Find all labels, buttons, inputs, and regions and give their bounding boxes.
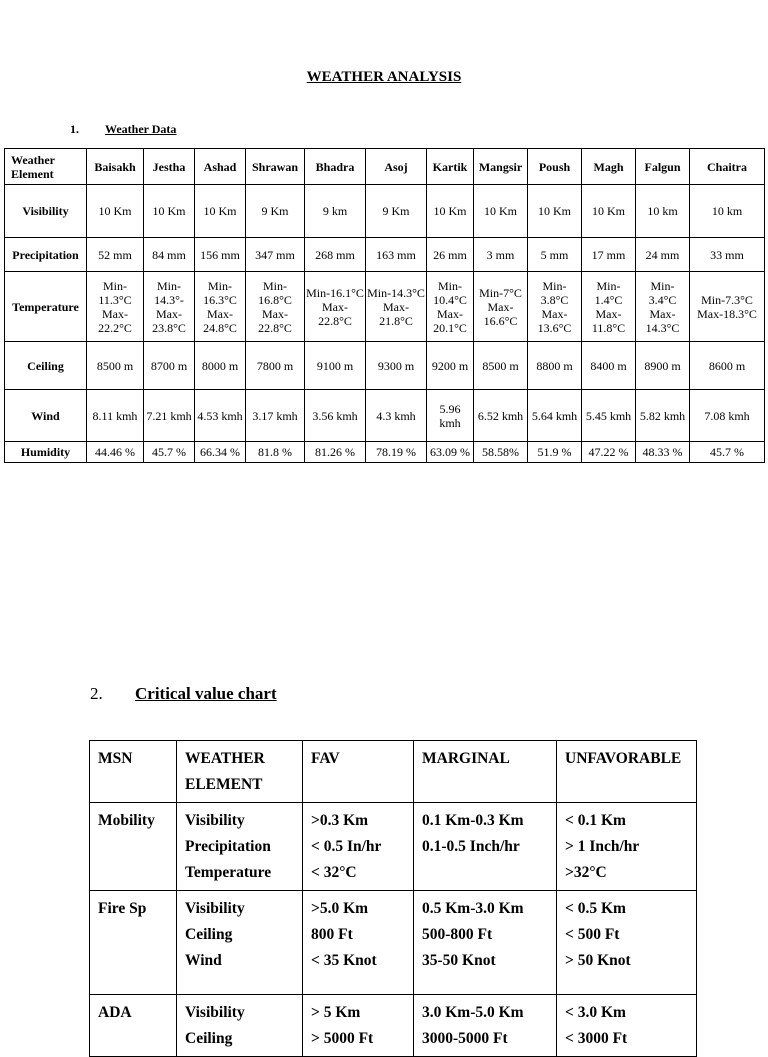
cell-line: > 50 Knot	[565, 952, 631, 969]
table-cell: 5 mm	[528, 238, 582, 272]
critical-header-row	[90, 741, 697, 803]
table-cell: 7800 m	[246, 342, 305, 390]
table-row	[90, 995, 697, 1057]
weather-data-table	[4, 148, 765, 463]
table-cell: Min-11.3°C Max-22.2°C	[87, 272, 144, 342]
cell-line: > 1 Inch/hr	[565, 838, 640, 855]
table-cell: 8000 m	[195, 342, 246, 390]
table-cell: 10 km	[636, 185, 690, 238]
table-row	[5, 185, 765, 238]
cell-line: 0.5 Km-3.0 Km	[422, 900, 524, 917]
table-cell: 4.3 kmh	[366, 390, 427, 442]
table-cell: 48.33 %	[636, 442, 690, 463]
table-row	[5, 238, 765, 272]
cell-line: < 3.0 Km	[565, 1004, 626, 1021]
msn-cell: ADA	[90, 995, 177, 1057]
cell-line: 0.1 Km-0.3 Km	[422, 812, 524, 829]
table-cell: 24 mm	[636, 238, 690, 272]
table-cell: 10 Km	[582, 185, 636, 238]
table-cell: 51.9 %	[528, 442, 582, 463]
table-row	[5, 390, 765, 442]
table-cell: Min-7.3°C Max-18.3°C	[690, 272, 765, 342]
table-cell: 347 mm	[246, 238, 305, 272]
cell-line: Wind	[185, 952, 222, 969]
table-cell: 9 km	[305, 185, 366, 238]
cell-line: < 0.5 Km	[565, 900, 626, 917]
section-heading-critical-value-chart	[90, 684, 277, 704]
table-cell: 66.34 %	[195, 442, 246, 463]
header-month: Bhadra	[305, 149, 366, 185]
section-label: Weather Data	[105, 122, 177, 136]
msn-cell: Mobility	[90, 803, 177, 891]
cell-line: > 5000 Ft	[311, 1030, 374, 1047]
cell-line: < 0.5 In/hr	[311, 838, 382, 855]
cell-line: < 35 Knot	[311, 952, 377, 969]
cell-line: 800 Ft	[311, 926, 353, 943]
table-cell: Min-16.3°C Max-24.8°C	[195, 272, 246, 342]
table-cell: 45.7 %	[690, 442, 765, 463]
header-weather-element: WEATHER ELEMENT	[177, 741, 303, 803]
table-cell: 8900 m	[636, 342, 690, 390]
table-cell: 9300 m	[366, 342, 427, 390]
cell-line: 0.1-0.5 Inch/hr	[422, 838, 520, 855]
cell-line: > 5 Km	[311, 1004, 361, 1021]
table-cell: 10 km	[690, 185, 765, 238]
table-cell: Min-16.1°C Max-22.8°C	[305, 272, 366, 342]
table-cell: 9 Km	[366, 185, 427, 238]
critical-value-table	[89, 740, 697, 1057]
table-cell: 10 Km	[144, 185, 195, 238]
table-cell: 10 Km	[528, 185, 582, 238]
table-cell: Min-1.4°C Max-11.8°C	[582, 272, 636, 342]
row-label: Humidity	[5, 442, 87, 463]
cell-line: < 0.1 Km	[565, 812, 626, 829]
table-cell: 3.17 kmh	[246, 390, 305, 442]
header-month: Ashad	[195, 149, 246, 185]
cell-line: 3.0 Km-5.0 Km	[422, 1004, 524, 1021]
header-month: Kartik	[427, 149, 474, 185]
table-cell: 8500 m	[474, 342, 528, 390]
table-cell: 9 Km	[246, 185, 305, 238]
msn-cell: Fire Sp	[90, 891, 177, 995]
table-cell: 81.8 %	[246, 442, 305, 463]
header-marginal: MARGINAL	[414, 741, 557, 803]
table-row	[5, 342, 765, 390]
table-cell: 47.22 %	[582, 442, 636, 463]
table-cell: 3 mm	[474, 238, 528, 272]
table-cell: 8800 m	[528, 342, 582, 390]
cell-line: < 500 Ft	[565, 926, 620, 943]
table-cell: 33 mm	[690, 238, 765, 272]
table-cell: 44.46 %	[87, 442, 144, 463]
table-cell: 26 mm	[427, 238, 474, 272]
table-cell: 9100 m	[305, 342, 366, 390]
unfavorable-cell	[557, 803, 697, 891]
row-label: Precipitation	[5, 238, 87, 272]
table-cell: 3.56 kmh	[305, 390, 366, 442]
page-title: WEATHER ANALYSIS	[306, 69, 462, 85]
cell-line: < 32°C	[311, 864, 357, 881]
weather-header-row	[5, 149, 765, 185]
table-cell: 10 Km	[474, 185, 528, 238]
header-fav: FAV	[303, 741, 414, 803]
table-cell: 7.21 kmh	[144, 390, 195, 442]
cell-line: >0.3 Km	[311, 812, 369, 829]
cell-line: >5.0 Km	[311, 900, 369, 917]
table-cell: 9200 m	[427, 342, 474, 390]
cell-line: Ceiling	[185, 1030, 233, 1047]
cell-line: Visibility	[185, 900, 245, 917]
table-cell: 81.26 %	[305, 442, 366, 463]
fav-cell	[303, 803, 414, 891]
header-weather-element: Weather Element	[5, 149, 87, 185]
cell-line: < 3000 Ft	[565, 1030, 628, 1047]
header-month: Falgun	[636, 149, 690, 185]
table-cell: 8400 m	[582, 342, 636, 390]
table-cell: 8500 m	[87, 342, 144, 390]
table-cell: Min-16.8°C Max-22.8°C	[246, 272, 305, 342]
elements-cell	[177, 995, 303, 1057]
table-row	[90, 891, 697, 995]
section-heading-weather-data	[70, 122, 176, 137]
cell-line: Visibility	[185, 1004, 245, 1021]
cell-line: Visibility	[185, 812, 245, 829]
header-month: Shrawan	[246, 149, 305, 185]
table-cell: 58.58%	[474, 442, 528, 463]
table-cell: 8.11 kmh	[87, 390, 144, 442]
header-month: Poush	[528, 149, 582, 185]
header-month: Jestha	[144, 149, 195, 185]
section-number: 2.	[90, 684, 103, 703]
table-cell: 10 Km	[427, 185, 474, 238]
marginal-cell	[414, 803, 557, 891]
section-number: 1.	[70, 122, 79, 136]
table-cell: 5.96 kmh	[427, 390, 474, 442]
table-row	[90, 803, 697, 891]
table-row	[5, 442, 765, 463]
table-cell: Min-7°C Max-16.6°C	[474, 272, 528, 342]
table-row	[5, 272, 765, 342]
table-cell: 52 mm	[87, 238, 144, 272]
elements-cell	[177, 803, 303, 891]
table-cell: 17 mm	[582, 238, 636, 272]
table-cell: Min-3.8°C Max-13.6°C	[528, 272, 582, 342]
cell-line: >32°C	[565, 864, 607, 881]
table-cell: 8700 m	[144, 342, 195, 390]
table-cell: 10 Km	[87, 185, 144, 238]
unfavorable-cell	[557, 891, 697, 995]
table-cell: Min-10.4°C Max-20.1°C	[427, 272, 474, 342]
header-month: Chaitra	[690, 149, 765, 185]
header-msn: MSN	[90, 741, 177, 803]
table-cell: 156 mm	[195, 238, 246, 272]
elements-cell	[177, 891, 303, 995]
cell-line: 35-50 Knot	[422, 952, 496, 969]
table-cell: 6.52 kmh	[474, 390, 528, 442]
table-cell: 78.19 %	[366, 442, 427, 463]
header-month: Baisakh	[87, 149, 144, 185]
table-cell: 5.64 kmh	[528, 390, 582, 442]
unfavorable-cell	[557, 995, 697, 1057]
table-cell: Min-14.3°- Max-23.8°C	[144, 272, 195, 342]
header-month: Asoj	[366, 149, 427, 185]
header-unfavorable: UNFAVORABLE	[557, 741, 697, 803]
table-cell: 268 mm	[305, 238, 366, 272]
table-cell: 10 Km	[195, 185, 246, 238]
table-cell: 5.82 kmh	[636, 390, 690, 442]
table-cell: 63.09 %	[427, 442, 474, 463]
marginal-cell	[414, 995, 557, 1057]
table-cell: 84 mm	[144, 238, 195, 272]
table-cell: 45.7 %	[144, 442, 195, 463]
fav-cell	[303, 891, 414, 995]
section-label: Critical value chart	[135, 684, 277, 703]
cell-line: 3000-5000 Ft	[422, 1030, 508, 1047]
header-month: Magh	[582, 149, 636, 185]
marginal-cell	[414, 891, 557, 995]
cell-line: Precipitation	[185, 838, 271, 855]
table-cell: Min-14.3°C Max-21.8°C	[366, 272, 427, 342]
table-cell: Min-3.4°C Max-14.3°C	[636, 272, 690, 342]
cell-line: 500-800 Ft	[422, 926, 493, 943]
row-label: Ceiling	[5, 342, 87, 390]
cell-line: Ceiling	[185, 926, 233, 943]
row-label: Visibility	[5, 185, 87, 238]
table-cell: 4.53 kmh	[195, 390, 246, 442]
table-cell: 163 mm	[366, 238, 427, 272]
row-label: Temperature	[5, 272, 87, 342]
header-month: Mangsir	[474, 149, 528, 185]
cell-line: Temperature	[185, 864, 272, 881]
fav-cell	[303, 995, 414, 1057]
table-cell: 5.45 kmh	[582, 390, 636, 442]
table-cell: 7.08 kmh	[690, 390, 765, 442]
table-cell: 8600 m	[690, 342, 765, 390]
row-label: Wind	[5, 390, 87, 442]
